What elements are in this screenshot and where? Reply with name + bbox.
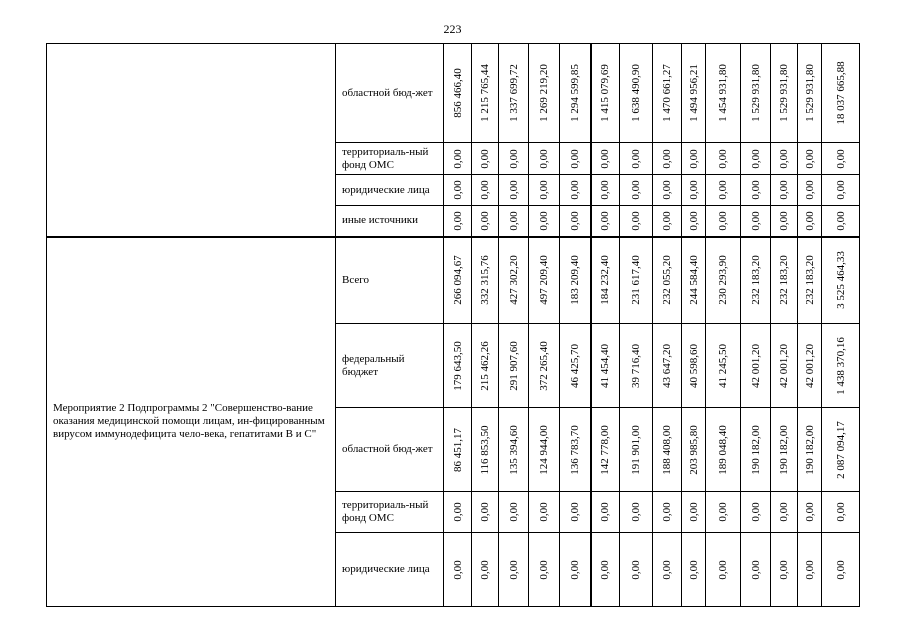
value-text: 203 985,80: [687, 424, 700, 475]
value-text: 0,00: [803, 211, 816, 231]
value-cell: [706, 408, 741, 492]
value-text: 1 529 931,80: [749, 64, 762, 122]
value-text: 41 245,50: [717, 343, 729, 388]
value-text: 42 001,20: [778, 343, 790, 388]
value-cell: [620, 408, 653, 492]
value-text: 1 494 956,21: [687, 64, 700, 122]
value-cell: [529, 533, 560, 607]
funding-source: территориаль-ный фонд ОМС: [336, 143, 444, 175]
value-cell: [560, 143, 591, 175]
value-cell: [472, 206, 499, 237]
value-text: 427 302,20: [507, 255, 520, 305]
value-cell: [591, 492, 620, 533]
value-cell: [620, 44, 653, 143]
value-cell: [798, 175, 822, 206]
value-cell: [472, 143, 499, 175]
value-text: 0,00: [630, 559, 642, 580]
value-cell: [499, 408, 529, 492]
value-text: 856 466,40: [451, 68, 464, 118]
value-text: 190 182,00: [778, 424, 790, 475]
value-text: 232 055,20: [661, 255, 673, 305]
value-cell: [529, 206, 560, 237]
value-cell: [529, 324, 560, 408]
value-cell: [499, 492, 529, 533]
value-text: 190 182,00: [749, 424, 762, 475]
value-cell: [822, 324, 860, 408]
value-cell: [653, 408, 682, 492]
value-cell: [444, 408, 472, 492]
funding-source: территориаль-ный фонд ОМС: [336, 492, 444, 533]
value-text: 0,00: [717, 148, 729, 169]
value-cell: [560, 175, 591, 206]
value-cell: [771, 143, 798, 175]
value-cell: [741, 175, 771, 206]
value-cell: [682, 206, 706, 237]
value-text: 0,00: [630, 211, 642, 231]
value-text: 43 647,20: [661, 343, 673, 388]
value-cell: [472, 408, 499, 492]
value-cell: [529, 44, 560, 143]
value-text: 0,00: [749, 211, 762, 231]
value-text: 0,00: [749, 559, 762, 580]
value-cell: [822, 143, 860, 175]
value-text: 0,00: [803, 180, 816, 200]
value-text: 231 617,40: [630, 255, 642, 305]
value-cell: [682, 408, 706, 492]
value-text: 0,00: [599, 502, 612, 522]
value-cell: [472, 533, 499, 607]
value-text: 179 643,50: [451, 340, 464, 391]
value-cell: [706, 143, 741, 175]
value-cell: [771, 324, 798, 408]
value-text: 1 529 931,80: [778, 64, 790, 122]
value-cell: [771, 533, 798, 607]
value-cell: [822, 44, 860, 143]
value-cell: [444, 175, 472, 206]
value-text: 0,00: [599, 559, 612, 580]
value-text: 0,00: [507, 148, 520, 169]
value-text: 0,00: [803, 559, 816, 580]
value-cell: [560, 44, 591, 143]
value-text: 1 415 079,69: [599, 64, 612, 122]
value-text: 1 215 765,44: [479, 64, 491, 122]
value-text: 0,00: [834, 148, 847, 169]
value-text: 0,00: [749, 148, 762, 169]
value-cell: [591, 143, 620, 175]
value-cell: [653, 143, 682, 175]
value-text: 0,00: [538, 148, 550, 169]
funding-source: Всего: [336, 237, 444, 324]
value-text: 1 638 490,90: [630, 64, 642, 122]
value-cell: [653, 44, 682, 143]
value-cell: [444, 492, 472, 533]
value-cell: [444, 324, 472, 408]
value-cell: [499, 44, 529, 143]
value-text: 116 853,50: [479, 424, 491, 475]
budget-table: [46, 43, 860, 607]
value-cell: [560, 533, 591, 607]
value-text: 3 525 464,33: [834, 251, 847, 310]
value-text: 1 438 370,16: [834, 336, 847, 395]
value-cell: [529, 492, 560, 533]
value-cell: [706, 237, 741, 324]
value-cell: [822, 533, 860, 607]
value-text: 0,00: [778, 180, 790, 200]
value-cell: [472, 324, 499, 408]
value-text: 0,00: [687, 180, 700, 200]
value-text: 0,00: [538, 211, 550, 231]
value-text: 183 209,40: [568, 255, 581, 305]
value-text: 0,00: [834, 211, 847, 231]
value-cell: [741, 324, 771, 408]
value-text: 136 783,70: [568, 424, 581, 475]
value-text: 184 232,40: [599, 255, 612, 305]
value-text: 42 001,20: [749, 343, 762, 388]
value-cell: [822, 408, 860, 492]
value-cell: [771, 175, 798, 206]
value-text: 86 451,17: [451, 427, 464, 472]
value-text: 0,00: [479, 502, 491, 522]
value-cell: [771, 408, 798, 492]
value-cell: [444, 44, 472, 143]
value-cell: [706, 44, 741, 143]
value-text: 0,00: [507, 502, 520, 522]
value-cell: [591, 324, 620, 408]
value-cell: [591, 237, 620, 324]
value-cell: [706, 533, 741, 607]
value-cell: [472, 44, 499, 143]
value-cell: [560, 237, 591, 324]
value-text: 0,00: [661, 502, 673, 522]
value-cell: [499, 206, 529, 237]
value-cell: [706, 206, 741, 237]
value-cell: [822, 237, 860, 324]
value-text: 0,00: [451, 559, 464, 580]
value-cell: [620, 143, 653, 175]
value-text: 232 183,20: [749, 255, 762, 305]
value-text: 497 209,40: [538, 255, 550, 305]
value-text: 1 269 219,20: [538, 64, 550, 122]
value-text: 1 294 599,85: [568, 64, 581, 122]
value-cell: [620, 324, 653, 408]
page-number: 223: [443, 22, 462, 36]
value-cell: [472, 175, 499, 206]
value-cell: [798, 206, 822, 237]
value-cell: [741, 237, 771, 324]
value-text: 0,00: [717, 180, 729, 200]
measure-cell-prev: [47, 44, 336, 237]
value-cell: [529, 408, 560, 492]
value-text: 230 293,90: [717, 255, 729, 305]
value-text: 0,00: [749, 502, 762, 522]
value-cell: [560, 492, 591, 533]
value-text: 2 087 094,17: [834, 420, 847, 479]
value-text: 0,00: [717, 502, 729, 522]
value-cell: [653, 175, 682, 206]
value-text: 46 425,70: [568, 343, 581, 388]
value-text: 0,00: [834, 180, 847, 200]
value-cell: [529, 175, 560, 206]
value-cell: [798, 408, 822, 492]
value-text: 0,00: [717, 211, 729, 231]
value-text: 244 584,40: [687, 255, 700, 305]
value-text: 266 094,67: [451, 255, 464, 305]
value-text: 189 048,40: [717, 424, 729, 475]
value-text: 0,00: [778, 559, 790, 580]
value-text: 0,00: [834, 559, 847, 580]
value-text: 0,00: [568, 211, 581, 231]
value-cell: [529, 237, 560, 324]
value-text: 39 716,40: [630, 343, 642, 388]
value-text: 0,00: [687, 211, 700, 231]
value-cell: [682, 175, 706, 206]
value-cell: [653, 324, 682, 408]
value-text: 0,00: [778, 148, 790, 169]
value-text: 232 183,20: [803, 255, 816, 305]
value-cell: [822, 206, 860, 237]
value-text: 0,00: [568, 180, 581, 200]
value-text: 1 529 931,80: [803, 64, 816, 122]
value-text: 0,00: [451, 148, 464, 169]
value-cell: [620, 533, 653, 607]
value-text: 18 037 665,88: [834, 61, 847, 125]
value-text: 135 394,60: [507, 424, 520, 475]
value-text: 0,00: [479, 148, 491, 169]
value-text: 0,00: [507, 559, 520, 580]
value-cell: [444, 143, 472, 175]
value-cell: [472, 492, 499, 533]
value-cell: [798, 143, 822, 175]
value-cell: [591, 408, 620, 492]
value-text: 0,00: [717, 559, 729, 580]
value-cell: [472, 237, 499, 324]
value-cell: [499, 237, 529, 324]
value-cell: [682, 492, 706, 533]
value-cell: [771, 206, 798, 237]
value-cell: [620, 175, 653, 206]
value-text: 0,00: [451, 211, 464, 231]
value-cell: [682, 324, 706, 408]
value-cell: [653, 533, 682, 607]
value-text: 0,00: [568, 148, 581, 169]
value-cell: [682, 237, 706, 324]
value-cell: [560, 408, 591, 492]
value-text: 0,00: [687, 559, 700, 580]
value-text: 42 001,20: [803, 343, 816, 388]
value-cell: [798, 324, 822, 408]
value-cell: [771, 237, 798, 324]
value-text: 1 470 661,27: [661, 64, 673, 122]
value-text: 0,00: [834, 502, 847, 522]
value-text: 215 462,26: [479, 340, 491, 391]
value-cell: [499, 533, 529, 607]
funding-source: федеральный бюджет: [336, 324, 444, 408]
value-cell: [444, 237, 472, 324]
budget-table-body: [47, 44, 860, 607]
value-text: 0,00: [538, 502, 550, 522]
funding-source: областной бюд-жет: [336, 408, 444, 492]
value-text: 0,00: [687, 148, 700, 169]
value-cell: [444, 533, 472, 607]
value-cell: [706, 492, 741, 533]
value-cell: [653, 492, 682, 533]
value-text: 0,00: [451, 180, 464, 200]
value-cell: [499, 324, 529, 408]
value-cell: [798, 492, 822, 533]
value-text: 191 901,00: [630, 424, 642, 475]
value-text: 232 183,20: [778, 255, 790, 305]
value-text: 0,00: [803, 148, 816, 169]
value-cell: [771, 44, 798, 143]
value-text: 332 315,76: [479, 255, 491, 305]
value-cell: [741, 533, 771, 607]
value-text: 188 408,00: [661, 424, 673, 475]
value-cell: [499, 143, 529, 175]
value-cell: [682, 143, 706, 175]
value-text: 372 265,40: [538, 340, 550, 391]
value-cell: [706, 175, 741, 206]
value-text: 0,00: [538, 559, 550, 580]
value-text: 0,00: [630, 148, 642, 169]
value-cell: [620, 492, 653, 533]
value-cell: [620, 206, 653, 237]
value-cell: [560, 324, 591, 408]
value-cell: [798, 533, 822, 607]
value-cell: [682, 533, 706, 607]
value-text: 0,00: [661, 180, 673, 200]
value-text: 0,00: [661, 559, 673, 580]
value-cell: [653, 206, 682, 237]
value-cell: [771, 492, 798, 533]
funding-source: юридические лица: [336, 175, 444, 206]
value-cell: [706, 324, 741, 408]
value-text: 0,00: [630, 180, 642, 200]
value-cell: [822, 175, 860, 206]
value-cell: [444, 206, 472, 237]
value-text: 0,00: [803, 502, 816, 522]
value-text: 0,00: [778, 211, 790, 231]
value-text: 0,00: [599, 148, 612, 169]
value-text: 0,00: [661, 148, 673, 169]
value-text: 0,00: [479, 180, 491, 200]
value-cell: [741, 492, 771, 533]
value-text: 0,00: [479, 559, 491, 580]
value-text: 0,00: [661, 211, 673, 231]
value-cell: [499, 175, 529, 206]
value-text: 0,00: [507, 180, 520, 200]
value-text: 0,00: [479, 211, 491, 231]
value-cell: [620, 237, 653, 324]
value-text: 0,00: [630, 502, 642, 522]
value-cell: [798, 237, 822, 324]
value-text: 0,00: [599, 211, 612, 231]
value-text: 1 337 699,72: [507, 64, 520, 122]
funding-source: областной бюд-жет: [336, 44, 444, 143]
value-cell: [822, 492, 860, 533]
value-text: 190 182,00: [803, 424, 816, 475]
table-row: [47, 237, 860, 324]
value-cell: [741, 206, 771, 237]
value-text: 0,00: [538, 180, 550, 200]
value-cell: [798, 44, 822, 143]
value-text: 41 454,40: [599, 343, 612, 388]
value-text: 0,00: [568, 559, 581, 580]
value-cell: [741, 143, 771, 175]
value-cell: [560, 206, 591, 237]
value-text: 0,00: [599, 180, 612, 200]
value-cell: [741, 408, 771, 492]
value-text: 40 598,60: [687, 343, 700, 388]
value-cell: [591, 533, 620, 607]
funding-source: юридические лица: [336, 533, 444, 607]
value-cell: [591, 206, 620, 237]
value-text: 0,00: [451, 502, 464, 522]
value-text: 0,00: [507, 211, 520, 231]
value-text: 0,00: [749, 180, 762, 200]
value-text: 0,00: [778, 502, 790, 522]
value-cell: [591, 175, 620, 206]
value-text: 0,00: [568, 502, 581, 522]
value-cell: [741, 44, 771, 143]
table-row: [47, 44, 860, 143]
value-cell: [653, 237, 682, 324]
value-cell: [682, 44, 706, 143]
measure-title: Мероприятие 2 Подпрограммы 2 "Совершенство-вание оказания медицинской помощи лицам, ин-фицированным вирусом иммунодефицита чело-века, гепатитами В и С": [47, 237, 336, 607]
value-text: 142 778,00: [599, 424, 612, 475]
value-text: 124 944,00: [538, 424, 550, 475]
value-text: 1 454 931,80: [717, 64, 729, 122]
value-text: 0,00: [687, 502, 700, 522]
value-cell: [591, 44, 620, 143]
funding-source: иные источники: [336, 206, 444, 237]
value-cell: [529, 143, 560, 175]
value-text: 291 907,60: [507, 340, 520, 391]
